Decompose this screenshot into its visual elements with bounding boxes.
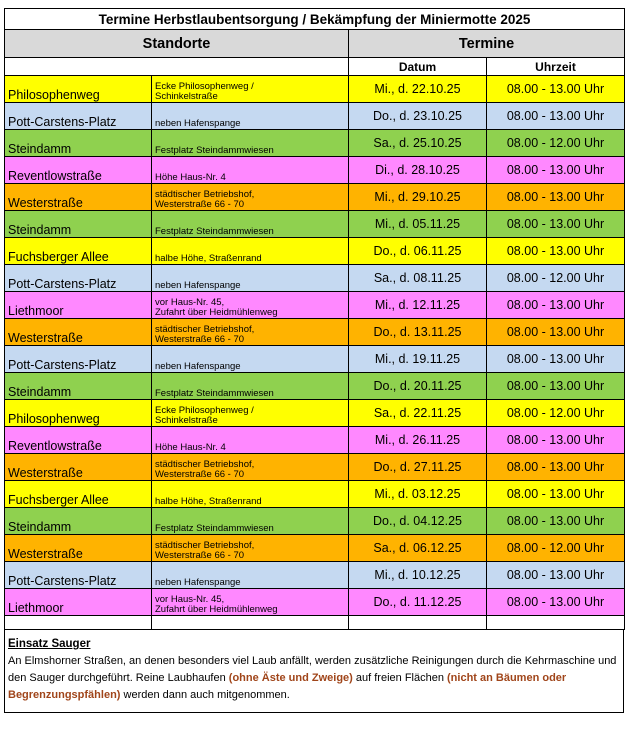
date-cell: Mi., d. 03.12.25 [349, 481, 487, 508]
description-cell [152, 265, 349, 292]
description-line-2: Schinkelstraße [155, 91, 218, 102]
location-cell: Steindamm [5, 130, 152, 157]
description-cell [152, 346, 349, 373]
note-title: Einsatz Sauger [8, 638, 91, 650]
description-line-2: Westerstraße 66 - 70 [155, 550, 245, 561]
table-row [5, 130, 625, 157]
subheader-empty [5, 58, 349, 76]
termine-header: Termine [349, 30, 625, 58]
description-line-1: städtischer Betriebshof, [155, 459, 255, 470]
subheader-row [5, 58, 625, 76]
description-line-2: Westerstraße 66 - 70 [155, 469, 245, 480]
date-cell: Mi., d. 26.11.25 [349, 427, 487, 454]
description-line-2: neben Hafenspange [155, 118, 241, 129]
description-line-2: neben Hafenspange [155, 577, 241, 588]
location-cell: Liethmoor [5, 589, 152, 616]
table-row [5, 103, 625, 130]
location-cell: Liethmoor [5, 292, 152, 319]
location-cell: Pott-Carstens-Platz [5, 103, 152, 130]
time-cell: 08.00 - 13.00 Uhr [487, 184, 625, 211]
date-cell: Sa., d. 25.10.25 [349, 130, 487, 157]
description-line-2: Höhe Haus-Nr. 4 [155, 172, 226, 183]
blank-cell [349, 616, 487, 630]
location-cell: Steindamm [5, 373, 152, 400]
date-cell: Do., d. 11.12.25 [349, 589, 487, 616]
time-cell: 08.00 - 13.00 Uhr [487, 238, 625, 265]
date-cell: Do., d. 20.11.25 [349, 373, 487, 400]
description-cell [152, 292, 349, 319]
time-cell: 08.00 - 12.00 Uhr [487, 400, 625, 427]
description-cell [152, 508, 349, 535]
description-cell [152, 481, 349, 508]
date-cell: Do., d. 23.10.25 [349, 103, 487, 130]
description-line-2: Zufahrt über Heidmühlenweg [155, 604, 278, 615]
description-cell [152, 535, 349, 562]
table-row [5, 481, 625, 508]
time-cell: 08.00 - 13.00 Uhr [487, 319, 625, 346]
time-cell: 08.00 - 13.00 Uhr [487, 481, 625, 508]
description-cell [152, 562, 349, 589]
description-cell [152, 373, 349, 400]
date-cell: Sa., d. 22.11.25 [349, 400, 487, 427]
description-line-1: städtischer Betriebshof, [155, 189, 255, 200]
note-text-part1: An Elmshorner Straßen, an denen besonders viel Laub anfällt, werden zusätzliche Reinigungen durch die Kehrmaschine und den Sauger durchgeführt. Reine Laubhaufen [8, 655, 617, 684]
description-line-2: halbe Höhe, Straßenrand [155, 496, 262, 507]
description-cell [152, 157, 349, 184]
description-line-2: Festplatz Steindammwiesen [155, 523, 274, 534]
description-line-1: vor Haus-Nr. 45, [155, 297, 225, 308]
description-cell [152, 454, 349, 481]
date-cell: Mi., d. 22.10.25 [349, 76, 487, 103]
description-cell [152, 103, 349, 130]
date-cell: Sa., d. 08.11.25 [349, 265, 487, 292]
blank-cell [5, 616, 152, 630]
location-cell: Pott-Carstens-Platz [5, 265, 152, 292]
blank-cell [152, 616, 349, 630]
time-cell: 08.00 - 13.00 Uhr [487, 346, 625, 373]
note-text-part3: werden dann auch mitgenommen. [120, 689, 290, 701]
description-cell [152, 427, 349, 454]
time-cell: 08.00 - 13.00 Uhr [487, 373, 625, 400]
table-row [5, 454, 625, 481]
description-line-1: Ecke Philosophenweg / [155, 405, 254, 416]
date-cell: Do., d. 27.11.25 [349, 454, 487, 481]
time-cell: 08.00 - 13.00 Uhr [487, 454, 625, 481]
description-cell [152, 238, 349, 265]
blank-cell [487, 616, 625, 630]
time-cell: 08.00 - 13.00 Uhr [487, 76, 625, 103]
location-cell: Reventlowstraße [5, 427, 152, 454]
table-row [5, 535, 625, 562]
schedule-sheet [4, 8, 624, 713]
table-row [5, 346, 625, 373]
date-cell: Di., d. 28.10.25 [349, 157, 487, 184]
description-cell [152, 184, 349, 211]
note-text-part2: auf freien Flächen [352, 672, 448, 684]
description-line-2: Festplatz Steindammwiesen [155, 226, 274, 237]
date-cell: Mi., d. 29.10.25 [349, 184, 487, 211]
description-line-2: Westerstraße 66 - 70 [155, 334, 245, 345]
table-row [5, 373, 625, 400]
description-line-2: Zufahrt über Heidmühlenweg [155, 307, 278, 318]
table-row [5, 157, 625, 184]
location-cell: Philosophenweg [5, 76, 152, 103]
table-row [5, 211, 625, 238]
location-cell: Fuchsberger Allee [5, 481, 152, 508]
table-row [5, 319, 625, 346]
datum-header: Datum [349, 58, 487, 76]
description-line-2: Festplatz Steindammwiesen [155, 145, 274, 156]
note-highlight-1: (ohne Äste und Zweige) [228, 672, 353, 684]
table-row [5, 562, 625, 589]
location-cell: Reventlowstraße [5, 157, 152, 184]
table-row [5, 589, 625, 616]
date-cell: Mi., d. 05.11.25 [349, 211, 487, 238]
date-cell: Mi., d. 19.11.25 [349, 346, 487, 373]
date-cell: Do., d. 13.11.25 [349, 319, 487, 346]
table-row [5, 238, 625, 265]
title-row [5, 9, 625, 30]
time-cell: 08.00 - 13.00 Uhr [487, 508, 625, 535]
time-cell: 08.00 - 13.00 Uhr [487, 211, 625, 238]
time-cell: 08.00 - 13.00 Uhr [487, 292, 625, 319]
location-cell: Pott-Carstens-Platz [5, 346, 152, 373]
time-cell: 08.00 - 13.00 Uhr [487, 157, 625, 184]
location-cell: Westerstraße [5, 319, 152, 346]
description-cell [152, 589, 349, 616]
description-line-2: Festplatz Steindammwiesen [155, 388, 274, 399]
description-line-1: städtischer Betriebshof, [155, 540, 255, 551]
description-line-2: neben Hafenspange [155, 280, 241, 291]
location-cell: Westerstraße [5, 184, 152, 211]
date-cell: Do., d. 06.11.25 [349, 238, 487, 265]
schedule-table [4, 8, 625, 630]
time-cell: 08.00 - 12.00 Uhr [487, 130, 625, 157]
header-row [5, 30, 625, 58]
date-cell: Mi., d. 10.12.25 [349, 562, 487, 589]
description-line-2: halbe Höhe, Straßenrand [155, 253, 262, 264]
description-line-2: neben Hafenspange [155, 361, 241, 372]
table-row [5, 400, 625, 427]
description-cell [152, 76, 349, 103]
table-row [5, 76, 625, 103]
description-line-1: Ecke Philosophenweg / [155, 81, 254, 92]
location-cell: Steindamm [5, 508, 152, 535]
location-cell: Westerstraße [5, 535, 152, 562]
time-cell: 08.00 - 12.00 Uhr [487, 265, 625, 292]
time-cell: 08.00 - 13.00 Uhr [487, 103, 625, 130]
blank-row [5, 616, 625, 630]
standorte-header: Standorte [5, 30, 349, 58]
description-line-2: Höhe Haus-Nr. 4 [155, 442, 226, 453]
time-cell: 08.00 - 13.00 Uhr [487, 589, 625, 616]
table-row [5, 265, 625, 292]
time-cell: 08.00 - 13.00 Uhr [487, 427, 625, 454]
description-cell [152, 400, 349, 427]
location-cell: Philosophenweg [5, 400, 152, 427]
table-row [5, 427, 625, 454]
description-cell [152, 130, 349, 157]
location-cell: Pott-Carstens-Platz [5, 562, 152, 589]
note-box [4, 630, 624, 713]
table-row [5, 508, 625, 535]
description-line-1: vor Haus-Nr. 45, [155, 594, 225, 605]
table-row [5, 292, 625, 319]
location-cell: Steindamm [5, 211, 152, 238]
uhrzeit-header: Uhrzeit [487, 58, 625, 76]
location-cell: Fuchsberger Allee [5, 238, 152, 265]
page-title: Termine Herbstlaubentsorgung / Bekämpfung der Miniermotte 2025 [5, 9, 625, 30]
note-text [8, 653, 620, 704]
table-row [5, 184, 625, 211]
time-cell: 08.00 - 13.00 Uhr [487, 562, 625, 589]
time-cell: 08.00 - 12.00 Uhr [487, 535, 625, 562]
location-cell: Westerstraße [5, 454, 152, 481]
description-line-2: Westerstraße 66 - 70 [155, 199, 245, 210]
date-cell: Do., d. 04.12.25 [349, 508, 487, 535]
description-cell [152, 211, 349, 238]
description-line-2: Schinkelstraße [155, 415, 218, 426]
date-cell: Mi., d. 12.11.25 [349, 292, 487, 319]
note-highlight-2: (nicht an Bäumen oder Begrenzungspfählen) [8, 672, 567, 701]
description-cell [152, 319, 349, 346]
date-cell: Sa., d. 06.12.25 [349, 535, 487, 562]
description-line-1: städtischer Betriebshof, [155, 324, 255, 335]
